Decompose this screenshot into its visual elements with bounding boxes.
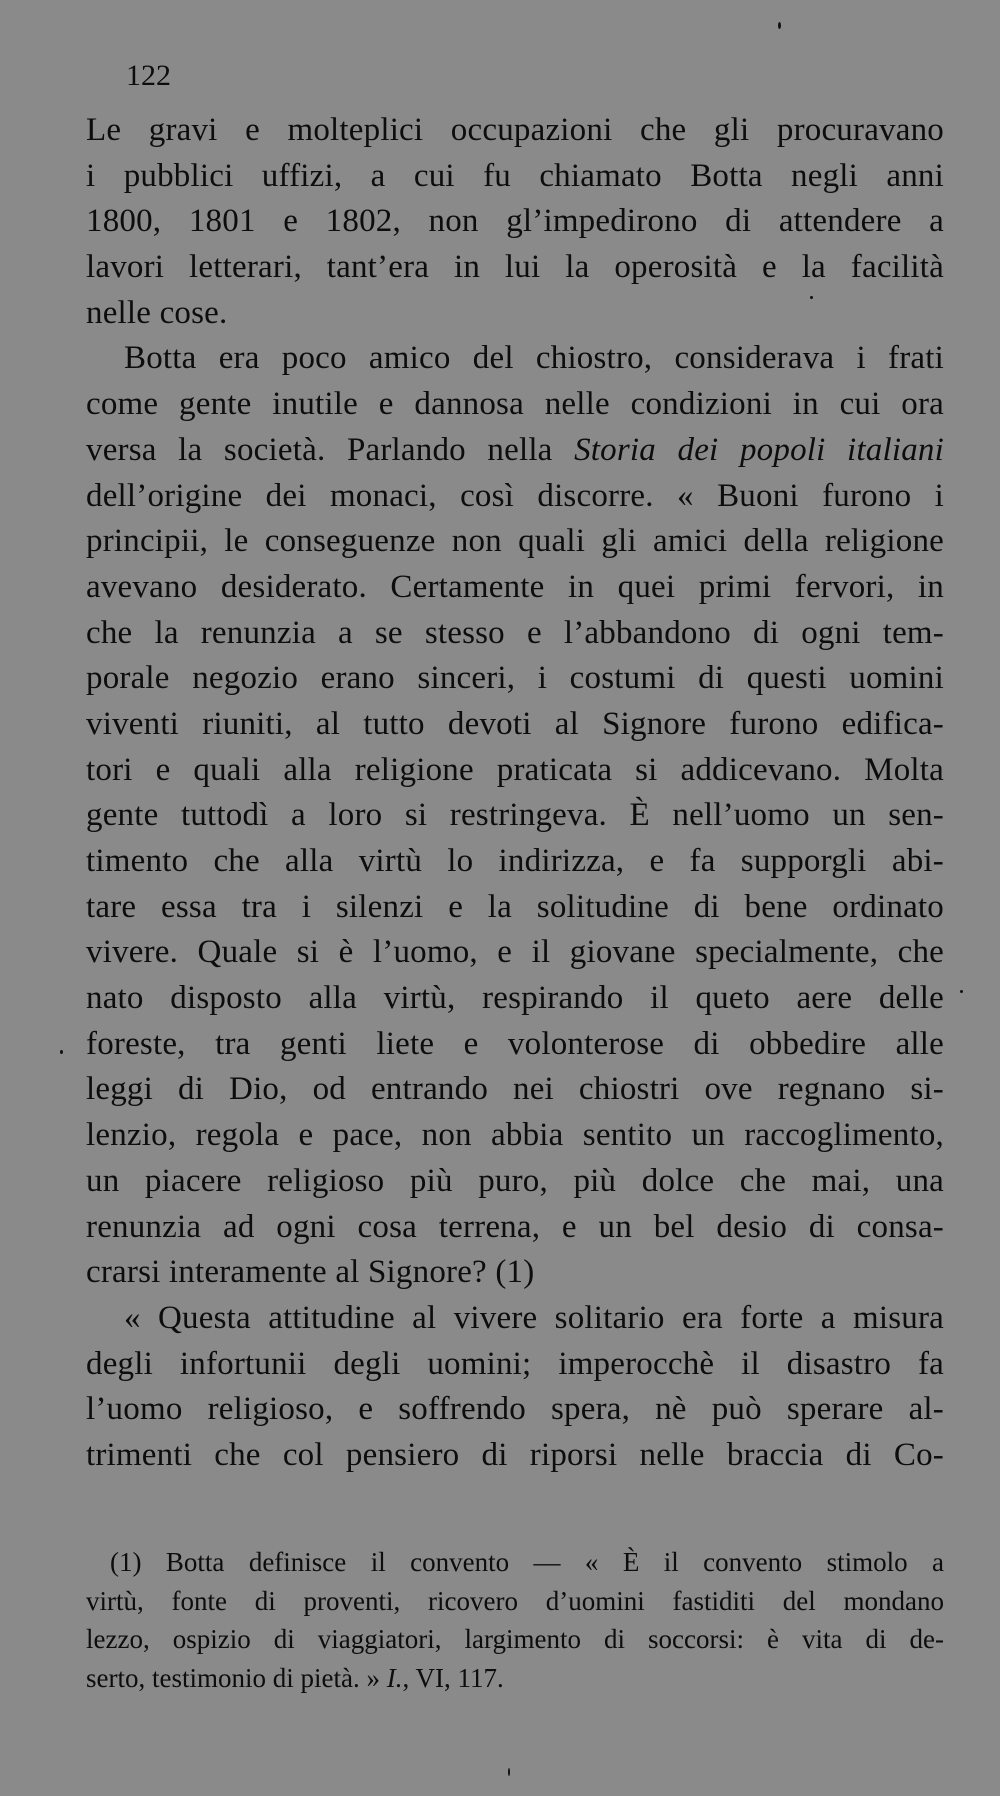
text-line: leggi di Dio, od entrando nei chiostri ove regnano si- (86, 1071, 944, 1108)
ink-speck (60, 1050, 63, 1054)
text-line: renunzia ad ogni cosa terrena, e un bel desio di consa- (86, 1208, 944, 1245)
text-line: trimenti che col pensiero di riporsi nelle braccia di Co- (86, 1436, 944, 1473)
text-line: viventi riuniti, al tutto devoti al Signore furono edifica- (86, 705, 944, 742)
text-line: lavori letterari, tant’era in lui la operosità e la facilità (86, 249, 944, 286)
text-line: crarsi interamente al Signore? (1) (86, 1254, 535, 1291)
footnote-line (86, 1582, 944, 1621)
text-line: « Questa attitudine al vivere solitario era forte a misura (124, 1299, 944, 1336)
footnote-line (86, 1543, 944, 1582)
body-text (86, 108, 944, 1479)
text-line: nelle cose. (86, 294, 228, 331)
book-title: Storia dei popoli italiani (574, 431, 944, 468)
footnote-segment: , VI, 117. (402, 1662, 504, 1693)
text-line: degli infortunii degli uomini; imperocchè il disastro fa (86, 1345, 944, 1382)
text-line: un piacere religioso più puro, più dolce che mai, una (86, 1162, 944, 1199)
footnotes (86, 1543, 944, 1697)
text-line: Le gravi e molteplici occupazioni che gli procuravano (86, 112, 944, 148)
footnote-line (86, 1659, 944, 1698)
text-line: 1800, 1801 e 1802, non gl’impedirono di attendere a (86, 203, 944, 240)
text-line: tare essa tra i silenzi e la solitudine di bene ordinato (86, 888, 944, 925)
text-line: porale negozio erano sinceri, i costumi di questi uomini (86, 660, 944, 697)
text-line: Botta era poco amico del chiostro, considerava i frati (124, 340, 944, 377)
text-line: lenzio, regola e pace, non abbia sentito un raccoglimento, (86, 1117, 944, 1154)
ink-speck (778, 22, 781, 29)
page-number: 122 (126, 59, 171, 92)
footnote-line (86, 1620, 944, 1659)
footnote-segment: serto, testimonio di pietà. » (86, 1662, 387, 1693)
text-line: tori e quali alla religione praticata si addicevano. Molta (86, 751, 944, 788)
footnote-reference: I. (386, 1662, 403, 1693)
text-line: foreste, tra genti liete e volonterose di obbedire alle (86, 1025, 944, 1062)
text-line: avevano desiderato. Certamente in quei primi fervori, in (86, 568, 944, 605)
text-line: l’uomo religioso, e soffrendo spera, nè può sperare al- (86, 1391, 944, 1428)
text-line: vivere. Quale si è l’uomo, e il giovane specialmente, che (86, 934, 944, 971)
text-line: come gente inutile e dannosa nelle condizioni in cui ora (86, 386, 944, 423)
text-line (86, 428, 944, 474)
ink-speck (508, 1768, 510, 1776)
text-line: principii, le conseguenze non quali gli amici della religione (86, 523, 944, 560)
footnote-segment: (1) Botta definisce il convento — « È il convento stimolo a (110, 1547, 944, 1577)
text-line: timento che alla virtù lo indirizza, e fa supporgli abi- (86, 843, 944, 879)
text-line: i pubblici uffizi, a cui fu chiamato Botta negli anni (86, 157, 944, 194)
text-segment: versa la società. Parlando nella (86, 431, 575, 468)
text-line: che la renunzia a se stesso e l’abbandono di ogni tem- (86, 614, 944, 651)
ink-speck (960, 990, 963, 993)
ink-speck (810, 296, 813, 299)
footnote-segment: virtù, fonte di proventi, ricovero d’uomini fastiditi del mondano (86, 1585, 944, 1616)
footnote-segment: lezzo, ospizio di viaggiatori, largimento di soccorsi: è vita di de- (86, 1624, 944, 1654)
text-line: dell’origine dei monaci, così discorre. « Buoni furono i (86, 477, 944, 514)
text-line: gente tuttodì a loro si restringeva. È nell’uomo un sen- (86, 797, 944, 834)
text-line: nato disposto alla virtù, respirando il queto aere delle (86, 980, 944, 1017)
